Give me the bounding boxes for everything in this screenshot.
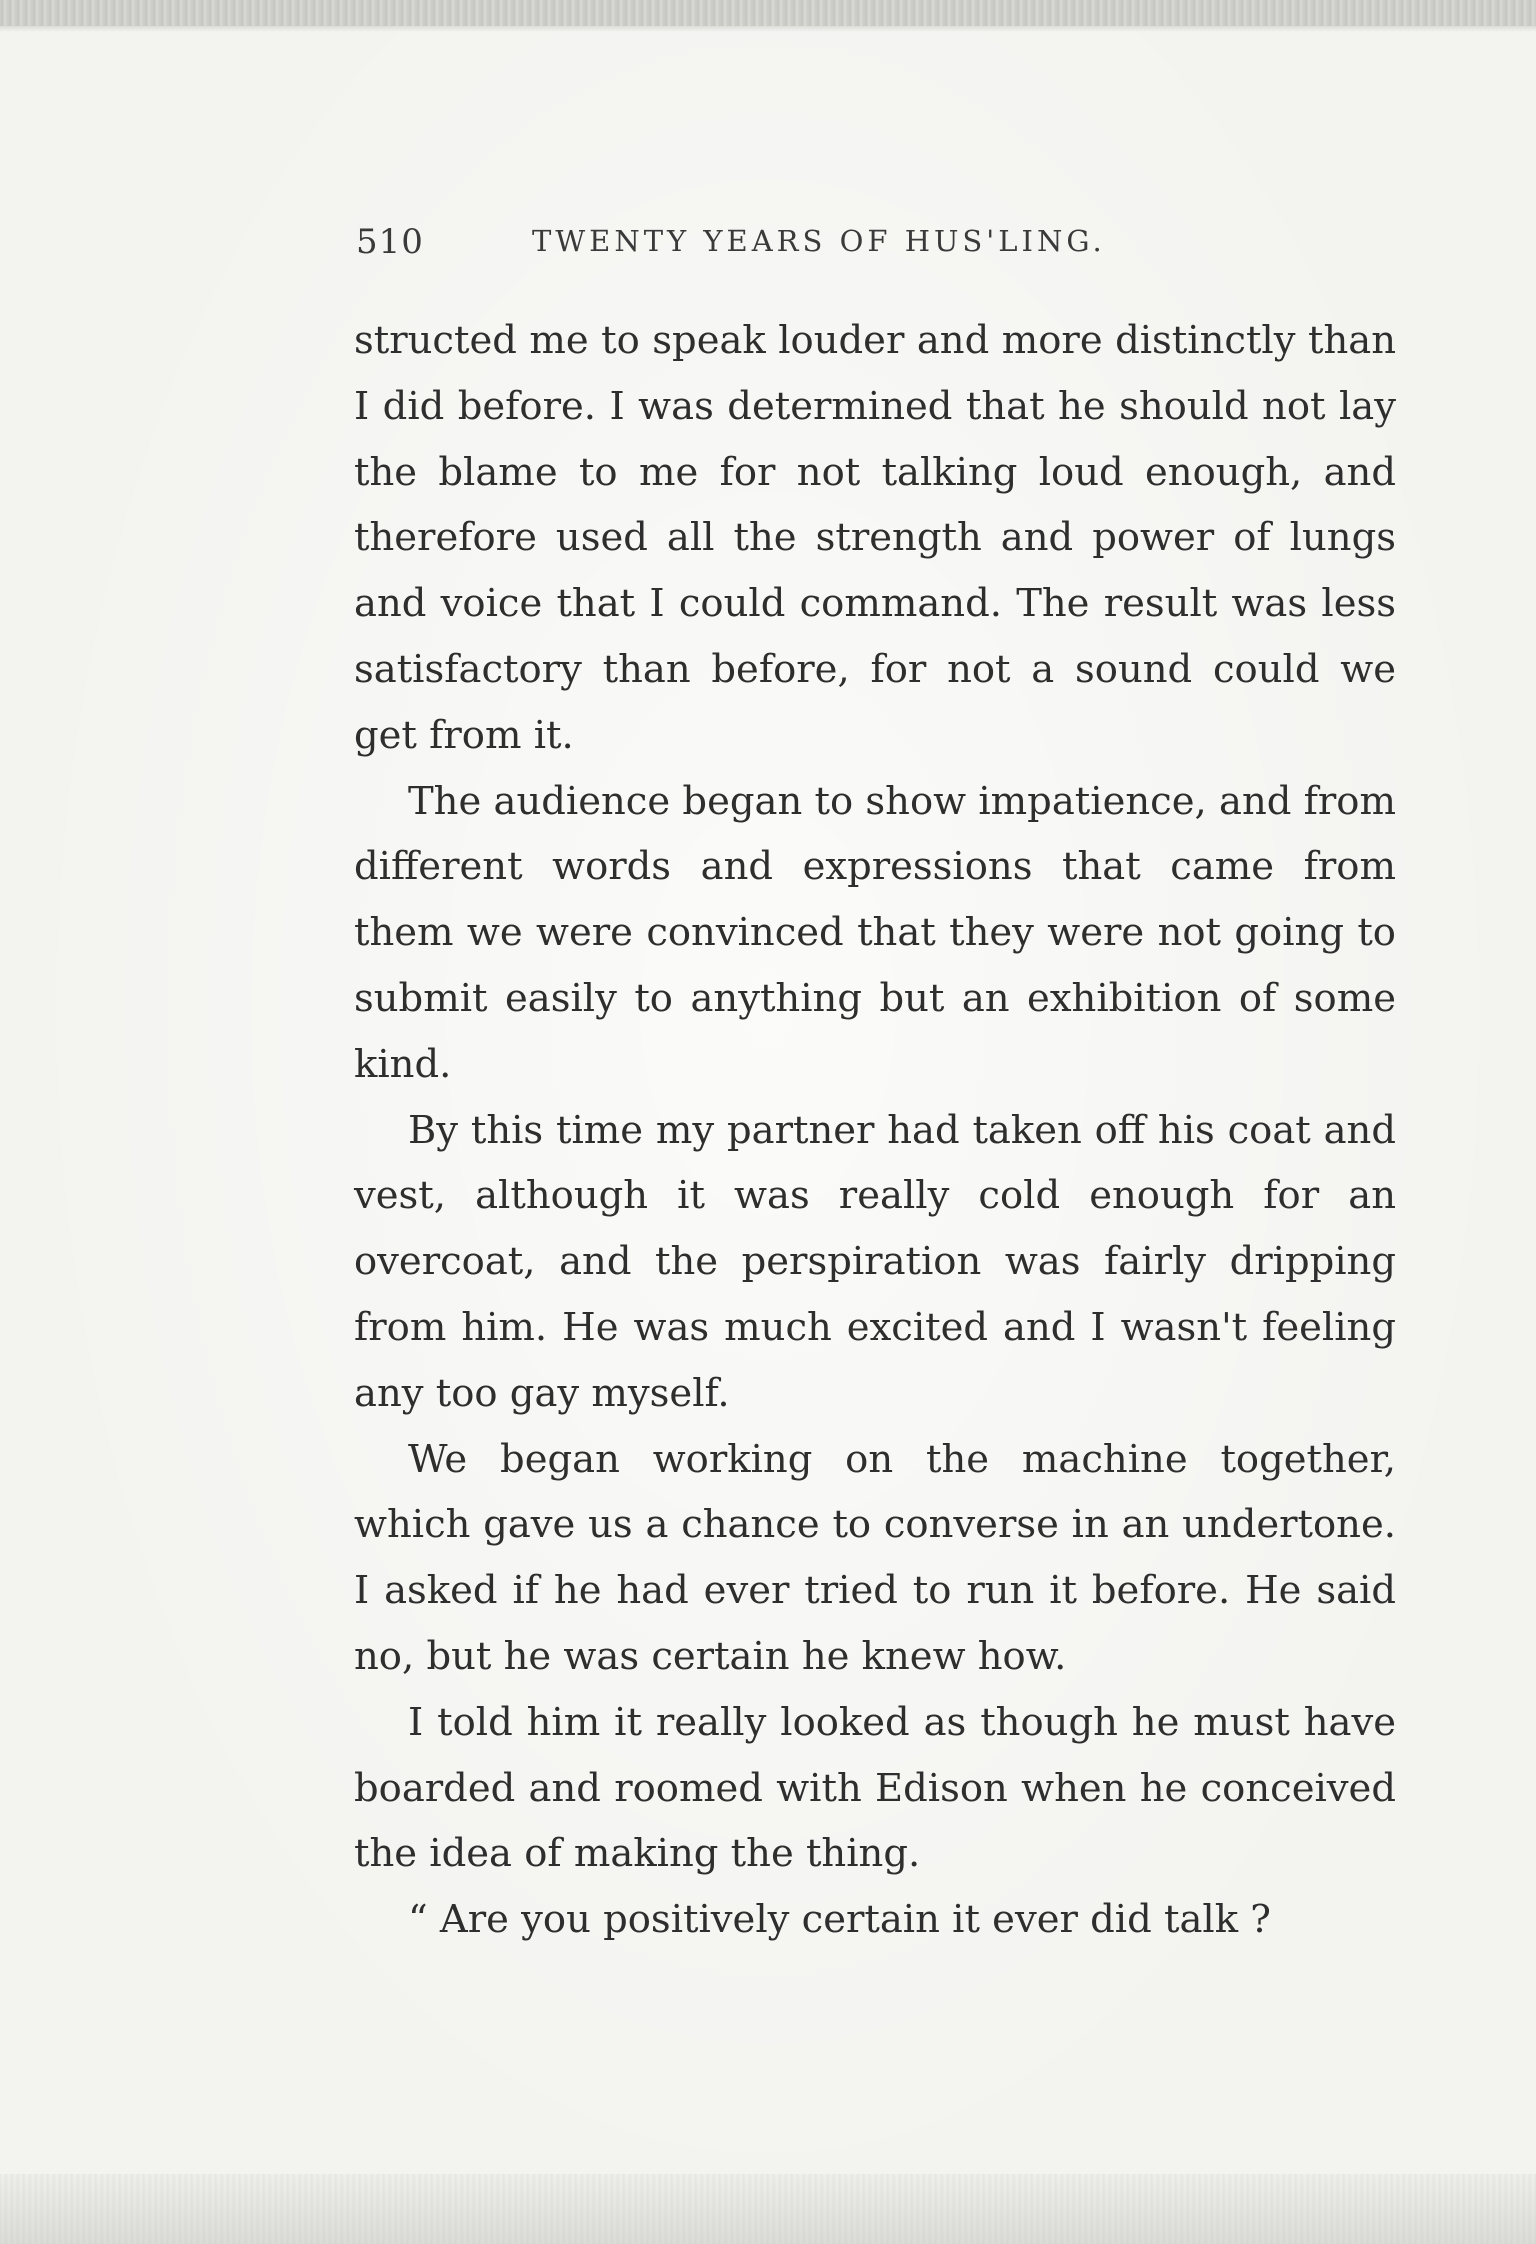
paragraph-4: We began working on the machine together, which gave us a chance to converse in an undertone. I asked if he had ever tried to run it before. He said no, but he was certain he knew how. [354,1436,1396,1679]
paragraph-3: By this time my partner had taken off his coat and vest, although it was really cold enough for an overcoat, and the perspiration was fairly dripping from him. He was much excited and I wasn't feeling any too gay myself. [354,1107,1396,1416]
page-number: 510 [356,222,424,262]
running-head [356,222,1396,272]
paragraph-6: “ Are you positively certain it ever did talk ? [408,1897,1271,1943]
body-text [354,308,1396,1953]
running-title: TWENTY YEARS OF HUS'LING. [532,224,1106,258]
paragraph-5: I told him it really looked as though he must have boarded and roomed with Edison when he conceived the idea of making the thing. [354,1699,1396,1877]
page-bottom-edge [0,2174,1536,2244]
paragraph-2: The audience began to show impatience, and from different words and expressions that came from them we were convinced that they were not going to submit easily to anything but an exhibition of some kind. [354,778,1396,1087]
page-top-edge [0,0,1536,26]
paragraph-1: structed me to speak louder and more distinctly than I did before. I was determined that he should not lay the blame to me for not talking loud enough, and therefore used all the strength and power of lungs and voice that I could command. The result was less satisfactory than before, for not a sound could we get from it. [354,318,1396,758]
